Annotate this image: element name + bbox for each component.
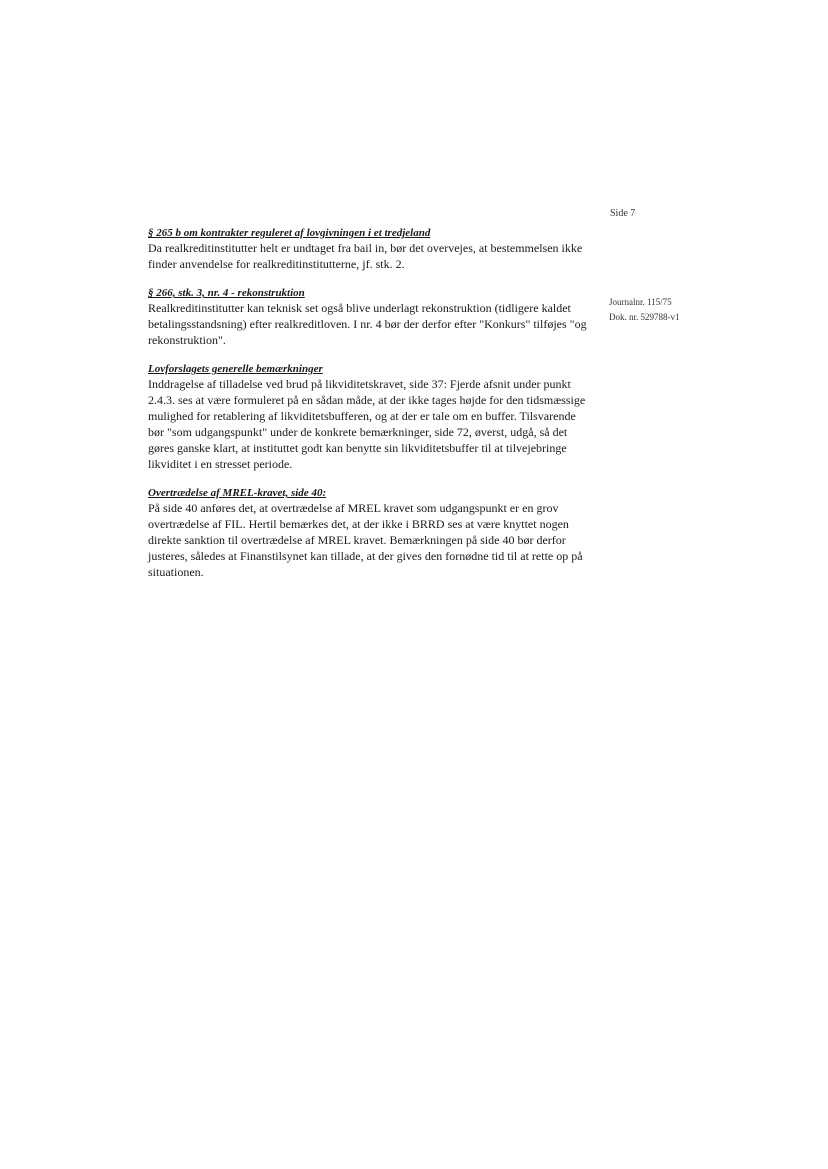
page-number: Side 7: [610, 208, 636, 219]
section-general-remarks: [148, 362, 588, 472]
document-body: [148, 226, 588, 594]
section-title: Overtrædelse af MREL-kravet, side 40:: [148, 487, 327, 499]
section-title: § 265 b om kontrakter reguleret af lovgivningen i et tredjeland: [148, 227, 431, 239]
document-number: Dok. nr. 529788-v1: [609, 312, 680, 322]
document-meta: [609, 295, 680, 325]
section-mrel: [148, 486, 588, 580]
section-text: Inddragelse af tilladelse ved brud på likviditetskravet, side 37: Fjerde afsnit under punkt 2.4.3. ses at være formuleret på en sådan måde, at der ikke tages højde for den tidsmæssige mulighed for retablering af likviditetsbufferen, og at der er tale om en buffer. Tilsvarende bør "som udgangspunkt" under de konkrete bemærkninger, side 72, øverst, udgå, så det gøres ganske klart, at instituttet godt kan benytte sin likviditetsbuffer til at tilvejebringe likviditet i en stresset periode.: [148, 377, 586, 471]
journal-number: Journalnr. 115/75: [609, 297, 672, 307]
section-text: Realkreditinstitutter kan teknisk set også blive underlagt rekonstruktion (tidligere kaldet betalingsstandsning) efter realkreditloven. I nr. 4 bør der derfor efter "Konkurs" tilføjes "og rekonstruktion".: [148, 301, 587, 347]
section-266: [148, 286, 588, 348]
section-text: Da realkreditinstitutter helt er undtaget fra bail in, bør det overvejes, at bestemmelsen ikke finder anvendelse for realkreditinstitutterne, jf. stk. 2.: [148, 241, 583, 271]
section-265b: [148, 226, 588, 272]
section-title: Lovforslagets generelle bemærkninger: [148, 363, 323, 375]
section-text: På side 40 anføres det, at overtrædelse af MREL kravet som udgangspunkt er en grov overtrædelse af FIL. Hertil bemærkes det, at der ikke i BRRD ses at være knyttet nogen direkte sanktion til overtrædelse af MREL kravet. Bemærkningen på side 40 bør derfor justeres, således at Finanstilsynet kan tillade, at der gives den fornødne tid til at rette op på situationen.: [148, 501, 583, 579]
section-title: § 266, stk. 3, nr. 4 - rekonstruktion: [148, 287, 305, 299]
